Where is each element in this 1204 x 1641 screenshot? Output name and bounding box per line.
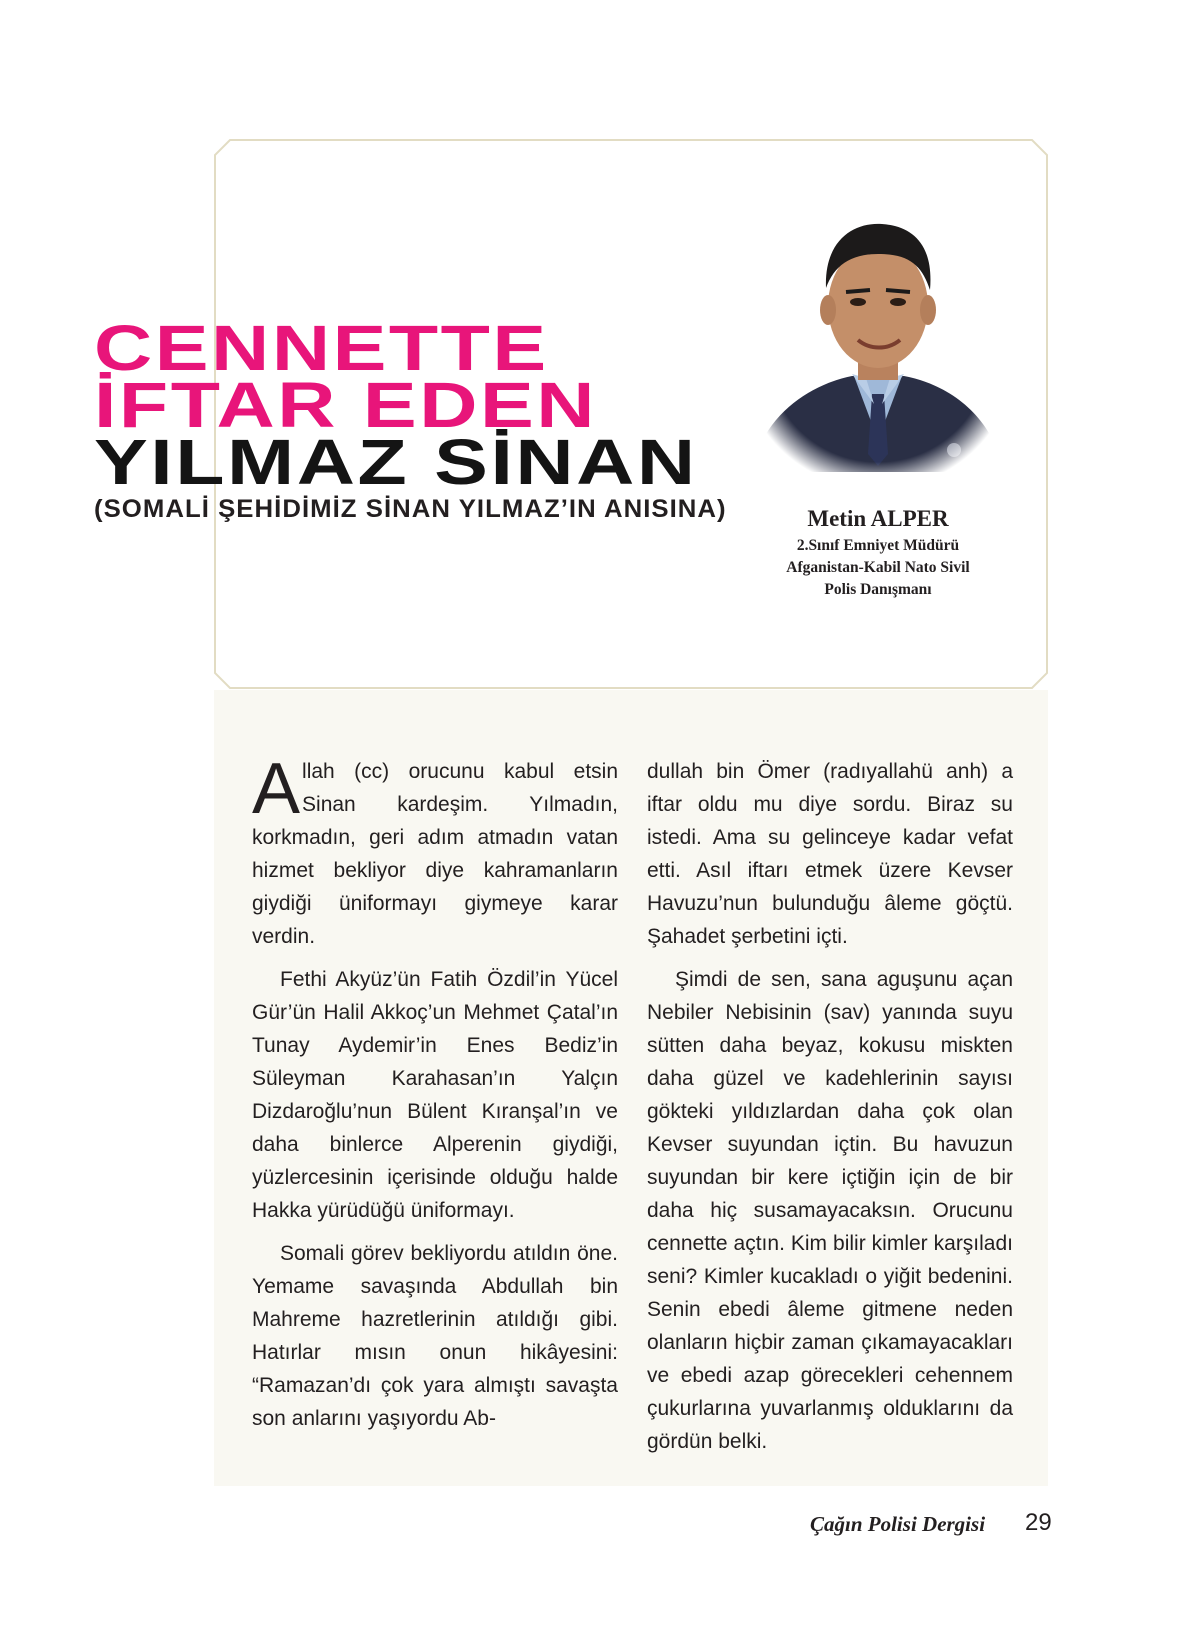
title-line-2: İFTAR EDEN bbox=[94, 369, 598, 441]
article-paragraph: Fethi Akyüz’ün Fatih Özdil’in Yücel Gür’ün Halil Akkoç’un Mehmet Çatal’ın Tunay Aydemir’in Enes Bediz’in Süleyman Karahasan’ın Yalçın Dizdaroğlu’nun Bülent Kıranşal’ın ve daha binlerce Alperenin giydiği, yüzlercesinin içerisinde olduğu halde Hakka yürüdüğü üniformayı. bbox=[252, 968, 618, 1222]
author-portrait bbox=[742, 204, 1014, 484]
article-column-left bbox=[252, 749, 618, 1445]
article-paragraph: Somali görev bekliyordu atıldın öne. Yemame savaşında Abdullah bin Mahreme hazretlerinin atıldığı gibi. Hatırlar mısın onun hikâyesini: “Ramazan’dı çok yara almıştı savaşta son anlarını yaşıyordu Ab- bbox=[252, 1242, 618, 1430]
title-line-1: CENNETTE bbox=[94, 312, 549, 384]
subtitle: (SOMALİ ŞEHİDİMİZ SİNAN YILMAZ’IN ANISINA) bbox=[94, 495, 727, 523]
article-column-right bbox=[647, 755, 1013, 1468]
author-name: Metin ALPER bbox=[807, 506, 949, 531]
article-paragraph: Şimdi de sen, sana aguşunu açan Nebiler Nebisinin (sav) yanında suyu sütten daha beyaz, kokusu miskten daha güzel ve kadehlerinin sayısı gökteki yıldızlardan daha çok olan Kevser suyundan içtin. Bu havuzun suyundan bir kere içtiğin için de bir daha hiç susamayacaksın. Orucunu cennette açtın. Kim bilir kimler karşıladı seni? Kimler kucakladı o yiğit bedenini. Senin ebedi âleme gitmene neden olanların hiçbir zaman çıkamayacakları ve ebedi azap görecekleri cehennem çukurlarına yuvarlanmış olduklarını da gördün belki. bbox=[647, 968, 1013, 1453]
drop-cap: A bbox=[252, 749, 301, 829]
page-number: 29 bbox=[1025, 1509, 1052, 1536]
author-block bbox=[752, 506, 1004, 601]
paragraph-text: llah (cc) orucunu kabul etsin Sinan kardeşim. Yılmadın, korkmadın, geri adım atmadın vatan hizmet bekliyor diye kahramanların giydiği üniformayı giymeye karar verdin. bbox=[252, 760, 618, 948]
author-affiliation: Afganistan-Kabil Nato Sivil bbox=[786, 559, 970, 577]
article-paragraph: dullah bin Ömer (radıyallahü anh) a iftar oldu mu diye sordu. Biraz su istedi. Ama su gelinceye kadar vefat etti. Asıl iftarı etmek üzere Kevser Havuzu’nun bulunduğu âleme göçtü. Şahadet şerbetini içti. bbox=[647, 760, 1013, 948]
author-title: 2.Sınıf Emniyet Müdürü bbox=[796, 537, 960, 555]
article-paragraph bbox=[252, 749, 618, 953]
magazine-name: Çağın Polisi Dergisi bbox=[810, 1512, 986, 1536]
title-line-3: YILMAZ SİNAN bbox=[94, 426, 698, 498]
author-role: Polis Danışmanı bbox=[824, 581, 932, 599]
